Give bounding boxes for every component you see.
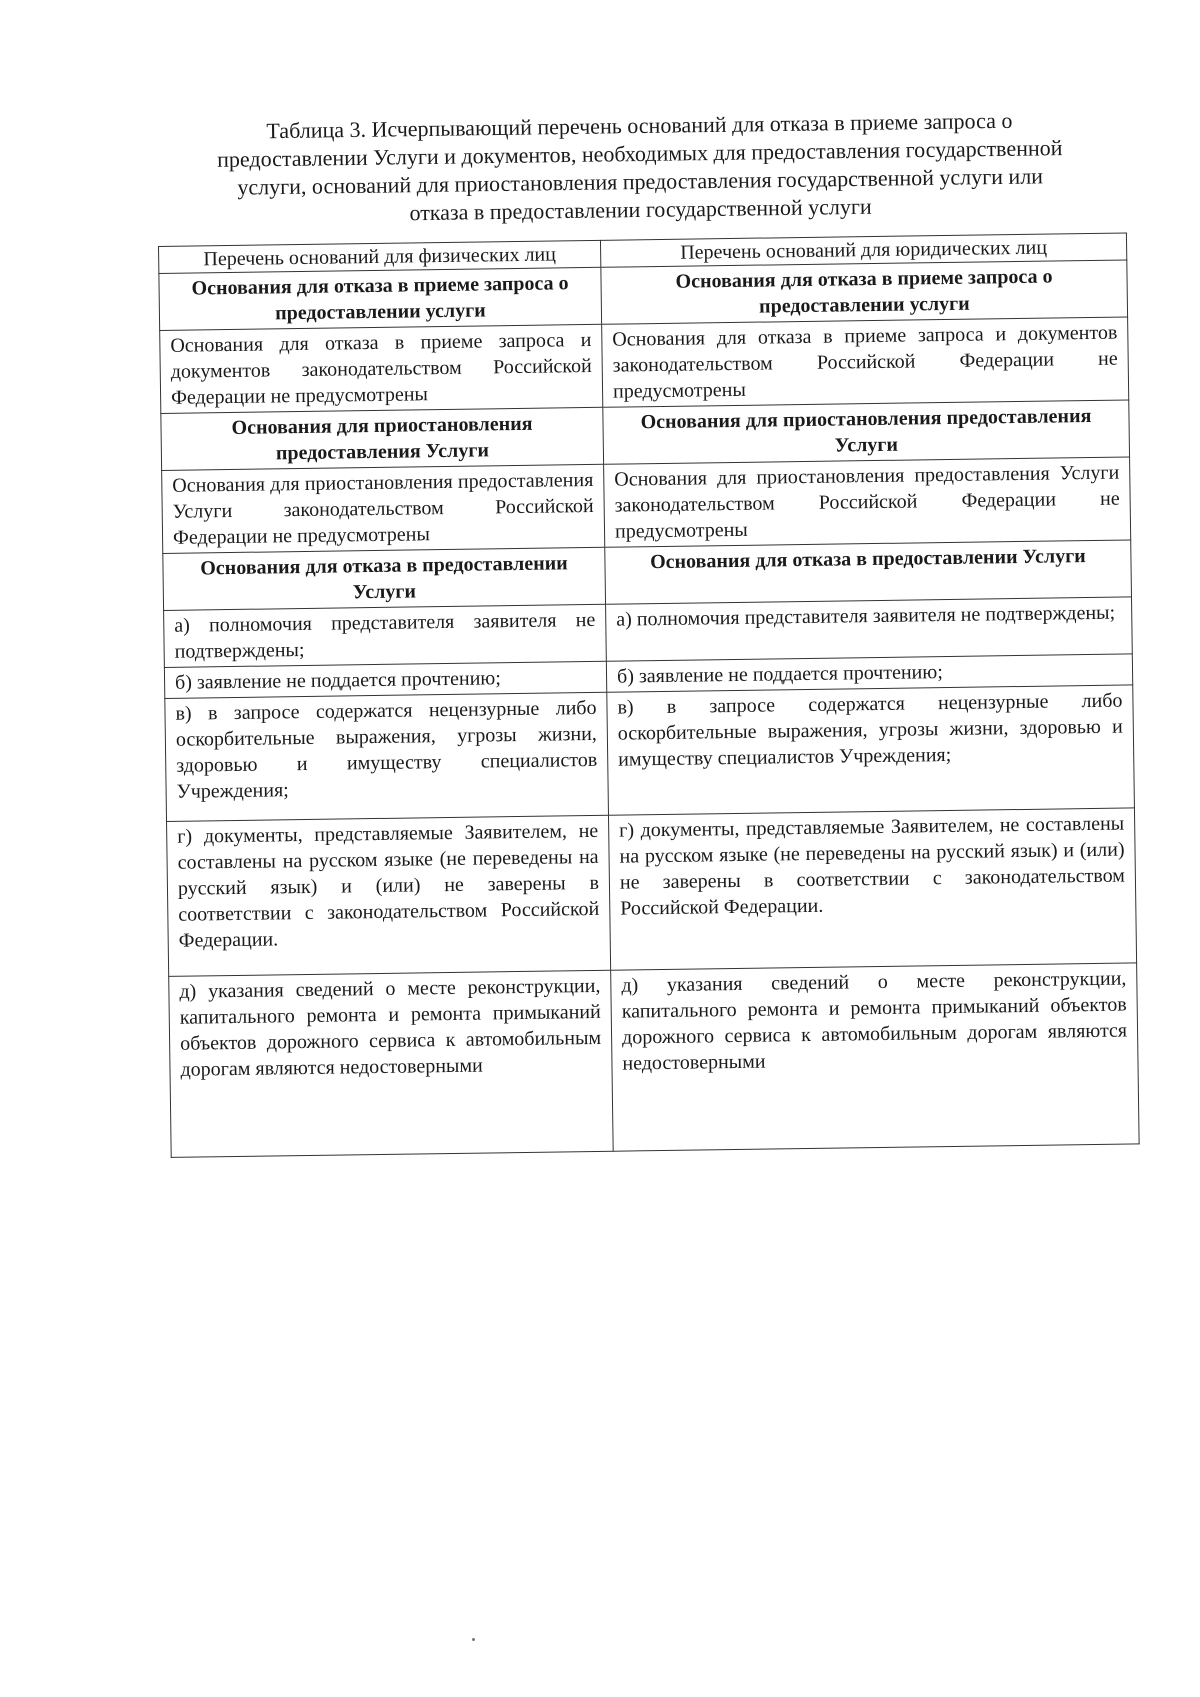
- table-caption: [159, 105, 1120, 230]
- cell-physical: Основания для приостановления предоставления Услуги законодательством Российской Федерации не предусмотрены: [162, 464, 605, 553]
- caption-line-4: отказа в предоставлении государственной услуги: [409, 193, 872, 226]
- section-title-physical: Основания для отказа в приеме запроса о предоставлении услуги: [159, 267, 602, 330]
- header-physical-persons: Перечень оснований для физических лиц: [159, 240, 601, 273]
- grounds-table-wrapper: [158, 232, 1139, 1157]
- cell-physical: б) заявление не поддается прочтению;: [164, 661, 606, 698]
- cell-legal: Основания для приостановления предоставления Услуги законодательством Российской Федерации не предусмотрены: [604, 457, 1131, 547]
- table-row: [167, 808, 1137, 977]
- cell-physical: в) в запросе содержатся нецензурные либо оскорбительные выражения, угрозы жизни, здоровью и имуществу специалистов Учреждения;: [165, 692, 609, 821]
- section-title-legal: Основания для приостановления предоставления Услуги: [603, 400, 1130, 464]
- caption-line-2: предоставлении Услуги и документов, необходимых для предоставления государственной: [216, 135, 1063, 172]
- cell-legal: д) указания сведений о месте реконструкции, капитального ремонта и ремонта примыканий объектов дорожного сервиса к автомобильным дорогам являются недостоверными: [611, 963, 1139, 1151]
- header-legal-entities: Перечень оснований для юридических лиц: [600, 233, 1126, 267]
- table-row: [160, 317, 1129, 414]
- cell-physical: д) указания сведений о месте реконструкции, капитального ремонта и ремонта примыканий объектов дорожного сервиса к автомобильным дорогам являются недостоверными: [169, 970, 613, 1157]
- grounds-table: [158, 232, 1140, 1157]
- cell-physical: а) полномочия представителя заявителя не подтверждены;: [164, 604, 607, 667]
- cell-legal: в) в запросе содержатся нецензурные либо оскорбительные выражения, угрозы жизни, здоровью и имуществу специалистов Учреждения;: [607, 685, 1135, 815]
- section-title-legal: Основания для отказа в приеме запроса о предоставлении услуги: [601, 260, 1128, 324]
- cell-legal: б) заявление не поддается прочтению;: [606, 654, 1132, 692]
- scan-speck: [472, 1638, 475, 1641]
- section-title-physical: Основания для приостановления предоставления Услуги: [161, 407, 604, 470]
- table-row: [169, 963, 1139, 1157]
- caption-line-3: услуги, оснований для приостановления предоставления государственной услуги или: [237, 163, 1044, 200]
- table-row: [165, 685, 1135, 822]
- section-title-legal: Основания для отказа в предоставлении Услуги: [605, 540, 1132, 604]
- cell-legal: Основания для отказа в приеме запроса и документов законодательством Российской Федерации не предусмотрены: [602, 317, 1129, 407]
- table-row: [162, 457, 1131, 554]
- cell-legal: г) документы, представляемые Заявителем, не составлены на русском языке (не переведены на русский язык) и (или) не заверены в соответствии с законодательством Российской Федерации.: [608, 808, 1136, 970]
- caption-line-1: Таблица 3. Исчерпывающий перечень оснований для отказа в приеме запроса о: [266, 107, 1013, 144]
- cell-physical: г) документы, представляемые Заявителем, не составлены на русском языке (не переведены на русский язык) и (или) не заверены в соответствии с законодательством Российской Федерации.: [167, 815, 611, 976]
- cell-physical: Основания для отказа в приеме запроса и документов законодательством Российской Федерации не предусмотрены: [160, 324, 603, 413]
- section-title-physical: Основания для отказа в предоставлении Услуги: [163, 547, 606, 610]
- cell-legal: а) полномочия представителя заявителя не подтверждены;: [606, 597, 1133, 661]
